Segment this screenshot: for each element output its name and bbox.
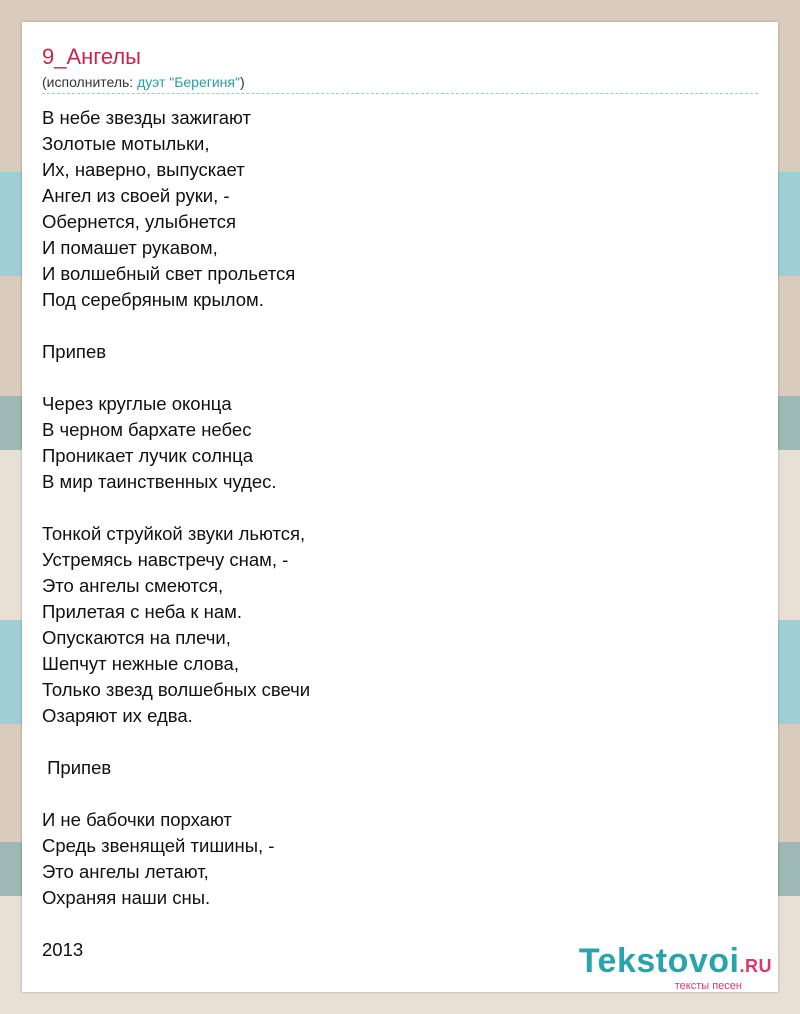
lyrics-line: Устремясь навстречу снам, - <box>42 549 289 570</box>
logo-domain: .RU <box>739 956 772 976</box>
lyrics-line: Проникает лучик солнца <box>42 445 253 466</box>
lyrics-line: И помашет рукавом, <box>42 237 218 258</box>
logo-main-text: Tekstovoi <box>578 942 740 980</box>
lyrics-line: Припев <box>42 757 112 778</box>
artist-suffix: ) <box>239 74 245 90</box>
lyrics-line: И волшебный свет прольется <box>42 263 296 284</box>
lyrics-line: Шепчут нежные слова, <box>42 653 239 674</box>
logo-tagline: тексты песен <box>674 980 742 992</box>
lyrics-line: Тонкой струйкой звуки льются, <box>42 523 306 544</box>
lyrics-blank-line <box>42 781 310 807</box>
lyrics-line: В черном бархате небес <box>42 419 252 440</box>
song-title: 9_Ангелы <box>42 44 141 69</box>
lyrics-line: Охраняя наши сны. <box>42 887 211 908</box>
lyrics-line: Припев <box>42 341 107 362</box>
lyrics-line: Опускаются на плечи, <box>42 627 231 648</box>
lyrics-line: И не бабочки порхают <box>42 809 232 830</box>
lyrics-blank-line <box>42 495 310 521</box>
lyrics-blank-line <box>42 729 310 755</box>
lyrics-blank-line <box>42 911 310 937</box>
logo-wordmark <box>579 944 772 983</box>
artist-prefix: (исполнитель: <box>42 74 138 90</box>
lyrics-line: Озаряют их едва. <box>42 705 193 726</box>
lyrics-text <box>42 105 310 963</box>
lyrics-blank-line <box>42 365 310 391</box>
lyrics-blank-line <box>42 313 310 339</box>
lyrics-line: В мир таинственных чудес. <box>42 471 277 492</box>
lyrics-line: Через круглые оконца <box>42 393 232 414</box>
lyrics-line: Под серебряным крылом. <box>42 289 264 310</box>
lyrics-line: Средь звенящей тишины, - <box>42 835 275 856</box>
lyrics-line: Ангел из своей руки, - <box>42 185 230 206</box>
artist-link[interactable]: дуэт "Берегиня" <box>137 74 240 90</box>
lyrics-line: Это ангелы летают, <box>42 861 209 882</box>
lyrics-line: Прилетая с неба к нам. <box>42 601 242 622</box>
lyrics-line: 2013 <box>42 939 84 960</box>
divider <box>42 93 758 94</box>
lyrics-line: В небе звезды зажигают <box>42 107 251 128</box>
lyrics-line: Их, наверно, выпускает <box>42 159 245 180</box>
lyrics-line: Только звезд волшебных свечи <box>42 679 311 700</box>
lyrics-line: Это ангелы смеются, <box>42 575 224 596</box>
lyrics-card <box>22 22 778 992</box>
site-logo[interactable] <box>579 944 772 992</box>
lyrics-line: Обернется, улыбнется <box>42 211 237 232</box>
lyrics-line: Золотые мотыльки, <box>42 133 210 154</box>
artist-line <box>42 73 245 91</box>
